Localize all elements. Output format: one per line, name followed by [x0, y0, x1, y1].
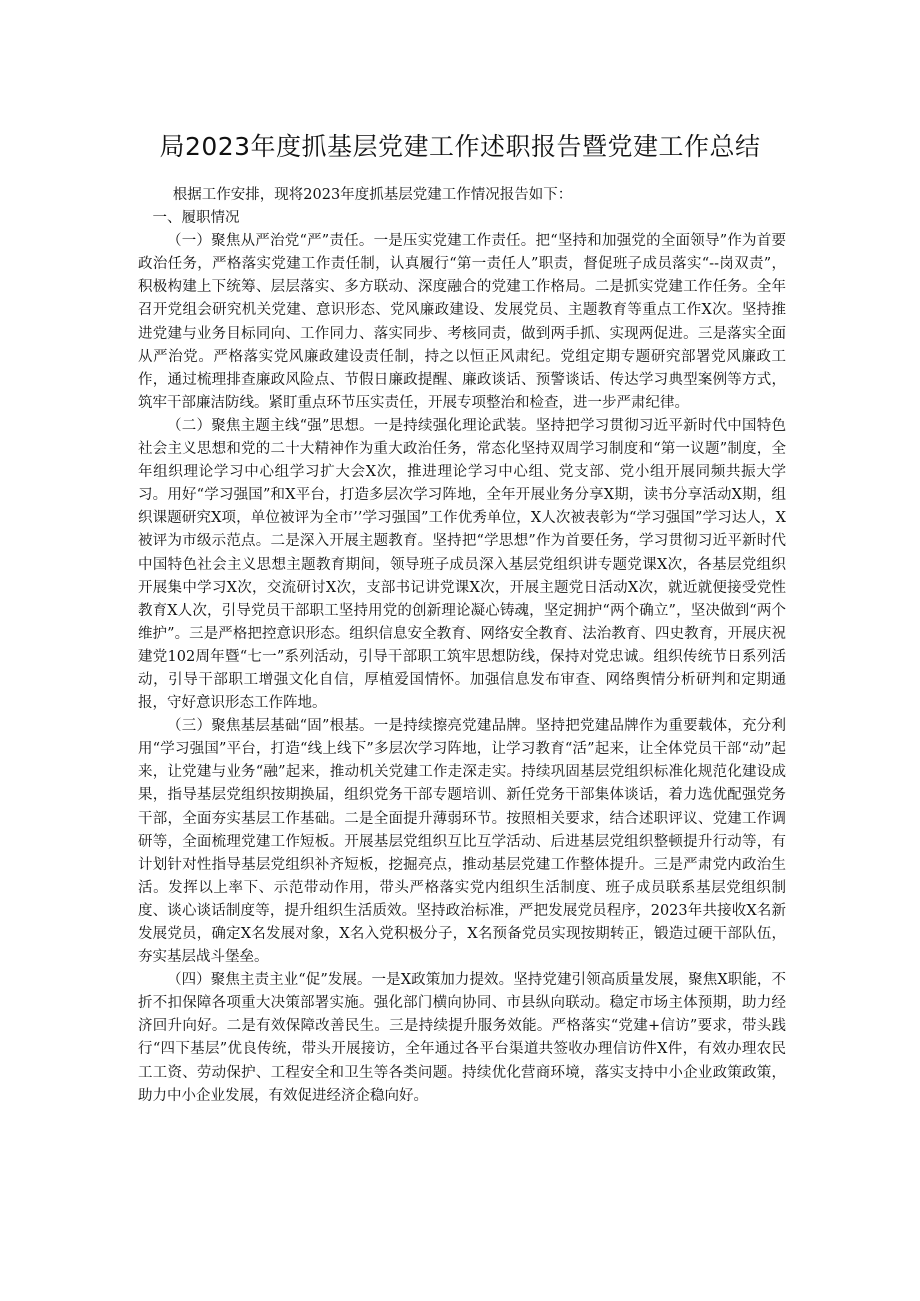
body-paragraph: （二）聚焦主题主线“强”思想。一是持续强化理论武装。坚持把学习贯彻习近平新时代中国特色社会主义思想和党的二十大精神作为重大政治任务，常态化坚持双周学习制度和“第一议题”制度，全年组织理论学习中心组学习扩大会X次，推进理论学习中心组、党支部、党小组开展同频共振大学习。用好“学习强国”和X平台，打造多层次学习阵地，全年开展业务分享X期，读书分享活动X期，组织课题研究X项，单位被评为全市’’学习强国”工作优秀单位，X人次被表彰为“学习强国”学习达人，X被评为市级示范点。二是深入开展主题教育。坚持把“学思想”作为首要任务，学习贯彻习近平新时代中国特色社会主义思想主题教育期间，领导班子成员深入基层党组织讲专题党课X次，各基层党组织开展集中学习X次，交流研讨X次，支部书记讲党课X次，开展主题党日活动X次，就近就便接受党性教育X人次，引导党员干部职工坚持用党的创新理论凝心铸魂，坚定拥护“两个确立”，坚决做到“两个维护”。三是严格把控意识形态。组织信息安全教育、网络安全教育、法治教育、四史教育，开展庆祝建党102周年暨“七一”系列活动，引导干部职工筑牢思想防线，保持对党忠诚。组织传统节日系列活动，引导干部职工增强文化自信，厚植爱国情怀。加强信息发布审查、网络舆情分析研判和定期通报，守好意识形态工作阵地。 — [138, 417, 786, 712]
document-body — [138, 184, 786, 1108]
section-heading: 一、履职情况 — [152, 210, 240, 227]
body-paragraph: （一）聚焦从严治党“严”责任。一是压实党建工作责任。把“坚持和加强党的全面领导”作为首要政治任务，严格落实党建工作责任制，认真履行“第一责任人”职责，督促班子成员落实“--岗双责”，积极构建上下统筹、层层落实、多方联动、深度融合的党建工作格局。二是抓实党建工作任务。全年召开党组会研究机关党建、意识形态、党风廉政建设、发展党员、主题教育等重点工作X次。坚持推进党建与业务目标同向、工作同力、落实同步、考核同责，做到两手抓、实现两促进。三是落实全面从严治党。严格落实党风廉政建设责任制，持之以恒正风肃纪。党组定期专题研究部署党风廉政工作，通过梳理排查廉政风险点、节假日廉政提醒、廉政谈话、预警谈话、传达学习典型案例等方式，筑牢干部廉洁防线。紧盯重点环节压实责任，开展专项整治和检查，进一步严肃纪律。 — [138, 233, 786, 411]
body-paragraph: （四）聚焦主责主业“促”发展。一是X政策加力提效。坚持党建引领高质量发展，聚焦X职能，不折不扣保障各项重大决策部署实施。强化部门横向协同、市县纵向联动。稳定市场主体预期，助力经济回升向好。二是有效保障改善民生。三是持续提升服务效能。严格落实“党建+信访”要求，带头践行“四下基层”优良传统，带头开展接访，全年通过各平台渠道共签收办理信访件X件，有效办理农民工工资、劳动保护、工程安全和卫生等各类问题。持续优化营商环境，落实支持中小企业政策政策，助力中小企业发展，有效促进经济企稳向好。 — [138, 972, 786, 1104]
body-paragraph: （三）聚焦基层基础“固”根基。一是持续擦亮党建品牌。坚持把党建品牌作为重要载体，充分利用“学习强国”平台，打造“线上线下”多层次学习阵地，让学习教育“活”起来，让全体党员干部“动”起来，让党建与业务“融”起来，推动机关党建工作走深走实。持续巩固基层党组织标准化规范化建设成果，指导基层党组织按期换届，组织党务干部专题培训、新任党务干部集体谈话，着力选优配强党务干部，全面夯实基层工作基础。二是全面提升薄弱环节。按照相关要求，结合述职评议、党建工作调研等，全面梳理党建工作短板。开展基层党组织互比互学活动、后进基层党组织整顿提升行动等，有计划针对性指导基层党组织补齐短板，挖掘亮点，推动基层党建工作整体提升。三是严肃党内政治生活。发挥以上率下、示范带动作用，带头严格落实党内组织生活制度、班子成员联系基层党组织制度、谈心谈话制度等，提升组织生活质效。坚持政治标准，严把发展党员程序，2023年共接收X名新发展党员，确定X名发展对象，X名入党积极分子，X名预备党员实现按期转正，锻造过硬干部队伍，夯实基层战斗堡垒。 — [138, 718, 786, 966]
intro-paragraph: 根据工作安排，现将2023年度抓基层党建工作情况报告如下： — [172, 187, 573, 203]
document-title: 局2023年度抓基层党建工作述职报告暨党建工作总结 — [159, 132, 761, 161]
